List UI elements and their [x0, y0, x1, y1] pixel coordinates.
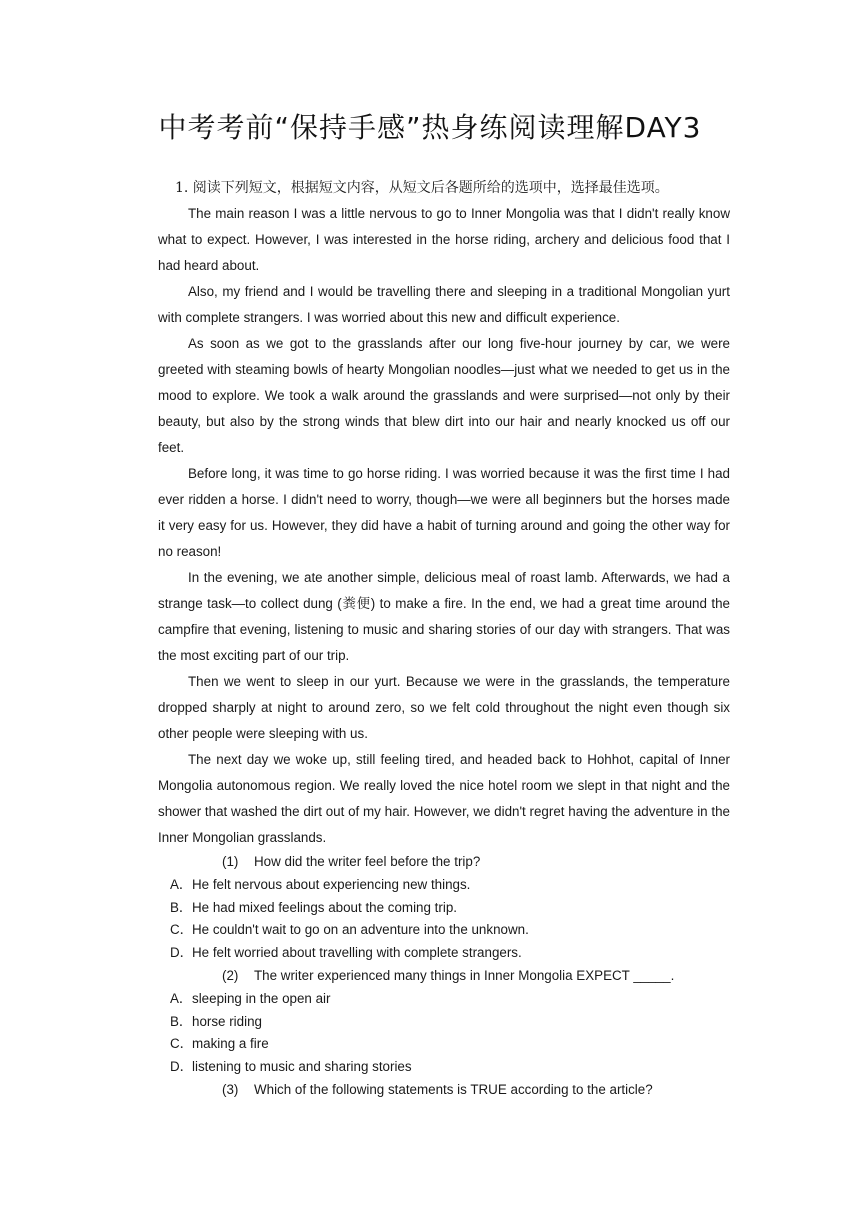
option-letter: B．: [170, 1013, 193, 1029]
question-3: [158, 1078, 730, 1102]
question-2: [158, 964, 730, 988]
option-d: [158, 1056, 730, 1079]
option-letter: C．: [170, 922, 194, 937]
option-text: He had mixed feelings about the coming trip.: [192, 899, 457, 915]
passage-paragraph: In the evening, we ate another simple, delicious meal of roast lamb. Afterwards, we had a strange task—to collect dung (粪便) to make a fire. In the end, we had a great time around the campfire that evening, listening to music and sharing stories of our day with strangers. That was the most exciting part of our trip.: [158, 570, 730, 663]
passage-paragraph: Then we went to sleep in our yurt. Because we were in the grasslands, the temperature dropped sharply at night to around zero, so we felt cold throughout the night even though six other people were sleeping with us.: [158, 674, 730, 741]
passage-paragraph: The next day we woke up, still feeling tired, and headed back to Hohhot, capital of Inner Mongolia autonomous region. We really loved the nice hotel room we slept in that night and the shower that washed the dirt out of my hair. However, we didn't regret having the adventure in the Inner Mongolian grasslands.: [158, 752, 730, 845]
question-1: [158, 850, 730, 874]
option-text: sleeping in the open air: [192, 991, 331, 1006]
question-text: Which of the following statements is TRUE according to the article?: [254, 1082, 653, 1097]
option-text: He felt nervous about experiencing new things.: [192, 877, 471, 892]
question-number: (2): [222, 968, 239, 983]
option-a: [158, 988, 730, 1011]
question-text: The writer experienced many things in Inner Mongolia EXPECT _____.: [254, 968, 675, 983]
option-b: [158, 1011, 730, 1034]
question-number: (1): [222, 854, 239, 869]
reading-passage: [158, 201, 730, 851]
option-a: [158, 874, 730, 897]
instruction-text: 1. 阅读下列短文，根据短文内容，从短文后各题所给的选项中，选择最佳选项。: [175, 180, 669, 196]
option-d: [158, 942, 730, 965]
option-letter: A．: [170, 877, 193, 892]
question-list: [158, 850, 730, 1102]
option-text: listening to music and sharing stories: [192, 1058, 412, 1074]
option-text: making a fire: [192, 1036, 269, 1051]
option-letter: C．: [170, 1036, 194, 1051]
option-text: He couldn't wait to go on an adventure into the unknown.: [192, 922, 529, 937]
option-text: horse riding: [192, 1013, 262, 1029]
option-text: He felt worried about travelling with complete strangers.: [192, 944, 522, 960]
passage-paragraph: Also, my friend and I would be travelling there and sleeping in a traditional Mongolian yurt with complete strangers. I was worried about this new and difficult experience.: [158, 284, 730, 325]
passage-paragraph: The main reason I was a little nervous to go to Inner Mongolia was that I didn't really know what to expect. However, I was interested in the horse riding, archery and delicious food that I had heard about.: [158, 206, 730, 273]
question-number: (3): [222, 1082, 239, 1097]
passage-paragraph: Before long, it was time to go horse riding. I was worried because it was the first time I had ever ridden a horse. I didn't need to worry, though—we were all beginners but the horses made it very easy for us. However, they did have a habit of turning around and going the other way for no reason!: [158, 466, 730, 559]
option-c: [158, 1033, 730, 1056]
page-title: 中考考前“保持手感”热身练阅读理解DAY3: [158, 111, 702, 144]
option-letter: A．: [170, 991, 193, 1006]
option-b: [158, 897, 730, 920]
option-c: [158, 919, 730, 942]
option-letter: D．: [170, 1058, 194, 1074]
passage-paragraph: As soon as we got to the grasslands after our long five-hour journey by car, we were greeted with steaming bowls of hearty Mongolian noodles—just what we needed to get us in the mood to explore. We took a walk around the grasslands and were surprised—not only by their beauty, but also by the strong winds that blew dirt into our hair and nearly knocked us off our feet.: [158, 336, 730, 455]
option-letter: B．: [170, 899, 193, 915]
option-letter: D．: [170, 944, 194, 960]
question-text: How did the writer feel before the trip?: [254, 854, 481, 869]
